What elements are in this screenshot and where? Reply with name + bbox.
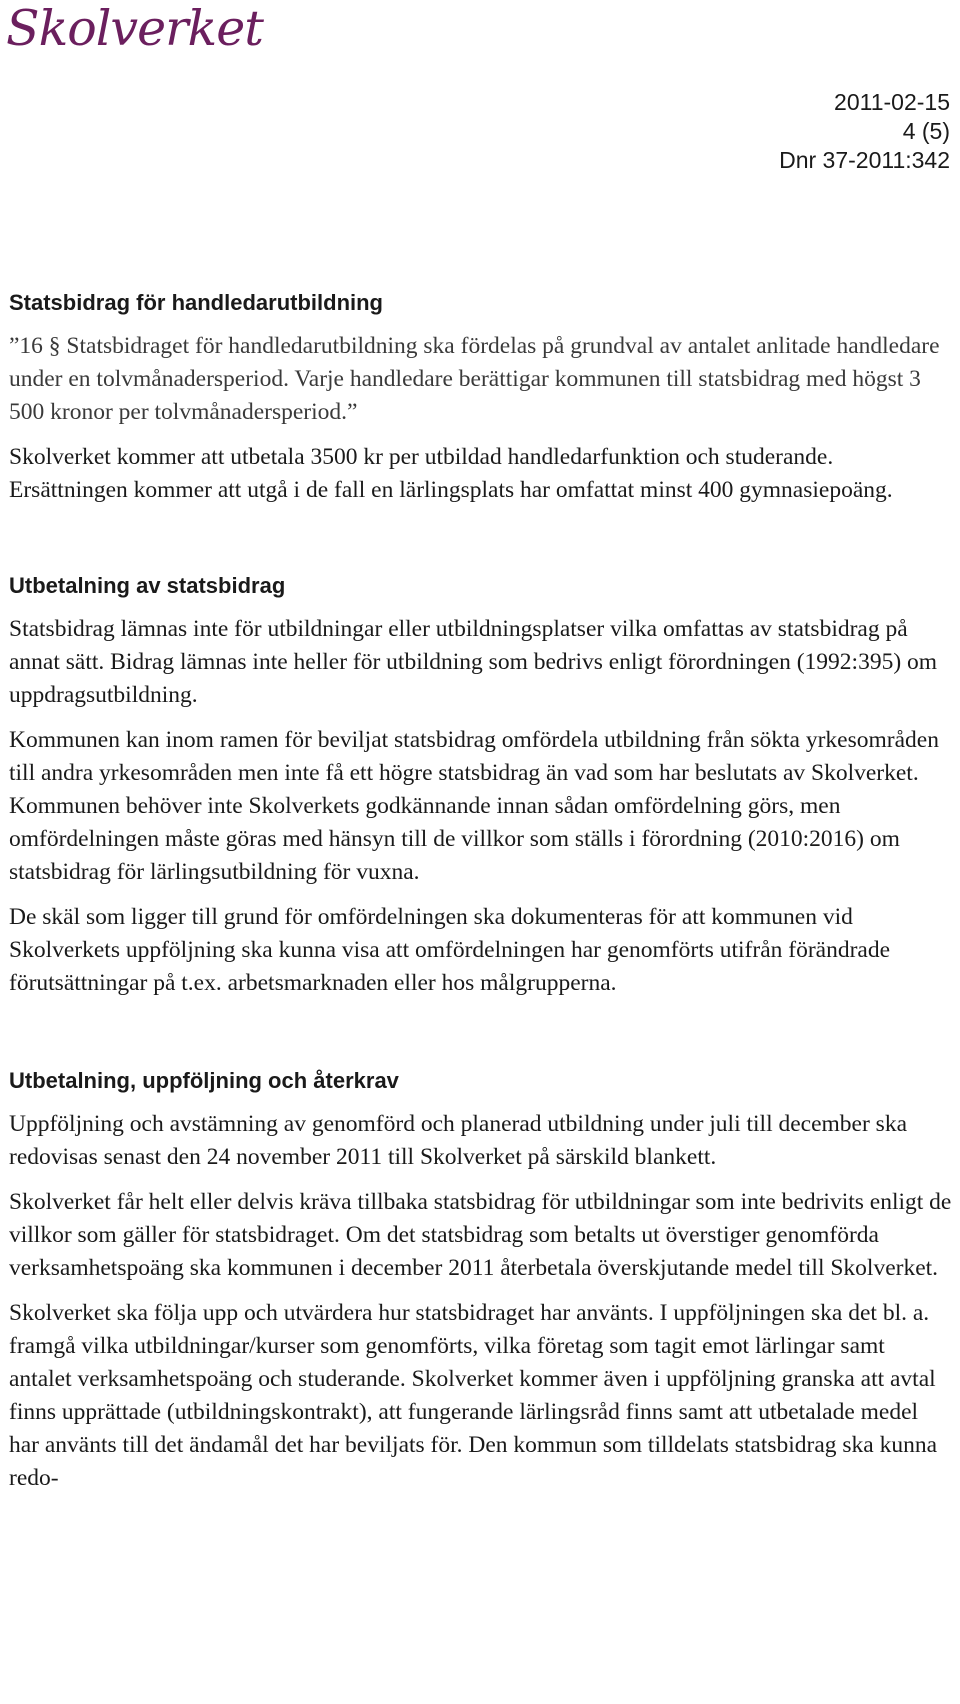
skolverket-logo: Skolverket bbox=[6, 0, 263, 57]
section-handledarutbildning bbox=[9, 288, 953, 507]
paragraph: Skolverket får helt eller delvis kräva tillbaka statsbidrag för utbildningar som inte bedrivits enligt de villkor som gäller för statsbidraget. Om det statsbidrag som betalts ut överstiger genomförda verksamhetspoäng ska kommunen i december 2011 återbetala överskjutande medel till Skolverket. bbox=[9, 1189, 952, 1281]
section-utbetalning bbox=[9, 571, 953, 1000]
quoted-paragraph: ”16 § Statsbidraget för handledarutbildning ska fördelas på grundval av antalet anlitade handledare under en tolvmånadersperiod. Varje handledare berättigar kommunen till statsbidrag med högst 3 500 kronor per tolvmånadersperiod.” bbox=[9, 333, 940, 425]
document-meta bbox=[779, 88, 950, 175]
paragraph: De skäl som ligger till grund för omfördelningen ska dokumenteras för att kommunen vid Skolverkets uppföljning ska kunna visa att omfördelningen har genomförts utifrån förändrade förutsättningar på t.ex. arbetsmarknaden eller hos målgrupperna. bbox=[9, 904, 891, 996]
paragraph: Kommunen kan inom ramen för beviljat statsbidrag omfördela utbildning från sökta yrkesområden till andra yrkesområden men inte få ett högre statsbidrag än vad som har beslutats av Skolverket. Kommunen behöver inte Skolverkets godkännande innan sådan omfördelning görs, men omfördelningen måste göras med hänsyn till de villkor som ställs i förordning (2010:2016) om statsbidrag för lärlingsutbildning för vuxna. bbox=[9, 727, 939, 885]
section-heading: Utbetalning av statsbidrag bbox=[9, 573, 286, 598]
paragraph: Statsbidrag lämnas inte för utbildningar eller utbildningsplatser vilka omfattas av statsbidrag på annat sätt. Bidrag lämnas inte heller för utbildning som bedrivs enligt förordningen (1992:395) om uppdragsutbildning. bbox=[9, 616, 938, 708]
section-heading: Utbetalning, uppföljning och återkrav bbox=[9, 1068, 399, 1093]
paragraph: Skolverket kommer att utbetala 3500 kr per utbildad handledarfunktion och studerande. Ersättningen kommer att utgå i de fall en lärlingsplats har omfattat minst 400 gymnasiepoäng. bbox=[9, 444, 893, 503]
section-uppfoljning bbox=[9, 1066, 953, 1495]
document-reference: Dnr 37-2011:342 bbox=[779, 147, 950, 173]
document-date: 2011-02-15 bbox=[834, 89, 950, 115]
section-heading: Statsbidrag för handledarutbildning bbox=[9, 290, 383, 315]
paragraph: Uppföljning och avstämning av genomförd och planerad utbildning under juli till december ska redovisas senast den 24 november 2011 till Skolverket på särskild blankett. bbox=[9, 1111, 908, 1170]
page-number: 4 (5) bbox=[902, 118, 950, 144]
paragraph: Skolverket ska följa upp och utvärdera hur statsbidraget har använts. I uppföljningen ska det bl. a. framgå vilka utbildningar/kurser som genomförts, vilka företag som tagit emot lärlingar samt antalet verksamhetspoäng och studerande. Skolverket kommer även i uppföljning granska att avtal finns upprättade (utbildningskontrakt), att fungerande lärlingsråd finns samt att utbetalade medel har använts till det ändamål det har beviljats för. Den kommun som tilldelats statsbidrag ska kunna redo- bbox=[9, 1300, 938, 1491]
document-body bbox=[9, 288, 953, 1507]
